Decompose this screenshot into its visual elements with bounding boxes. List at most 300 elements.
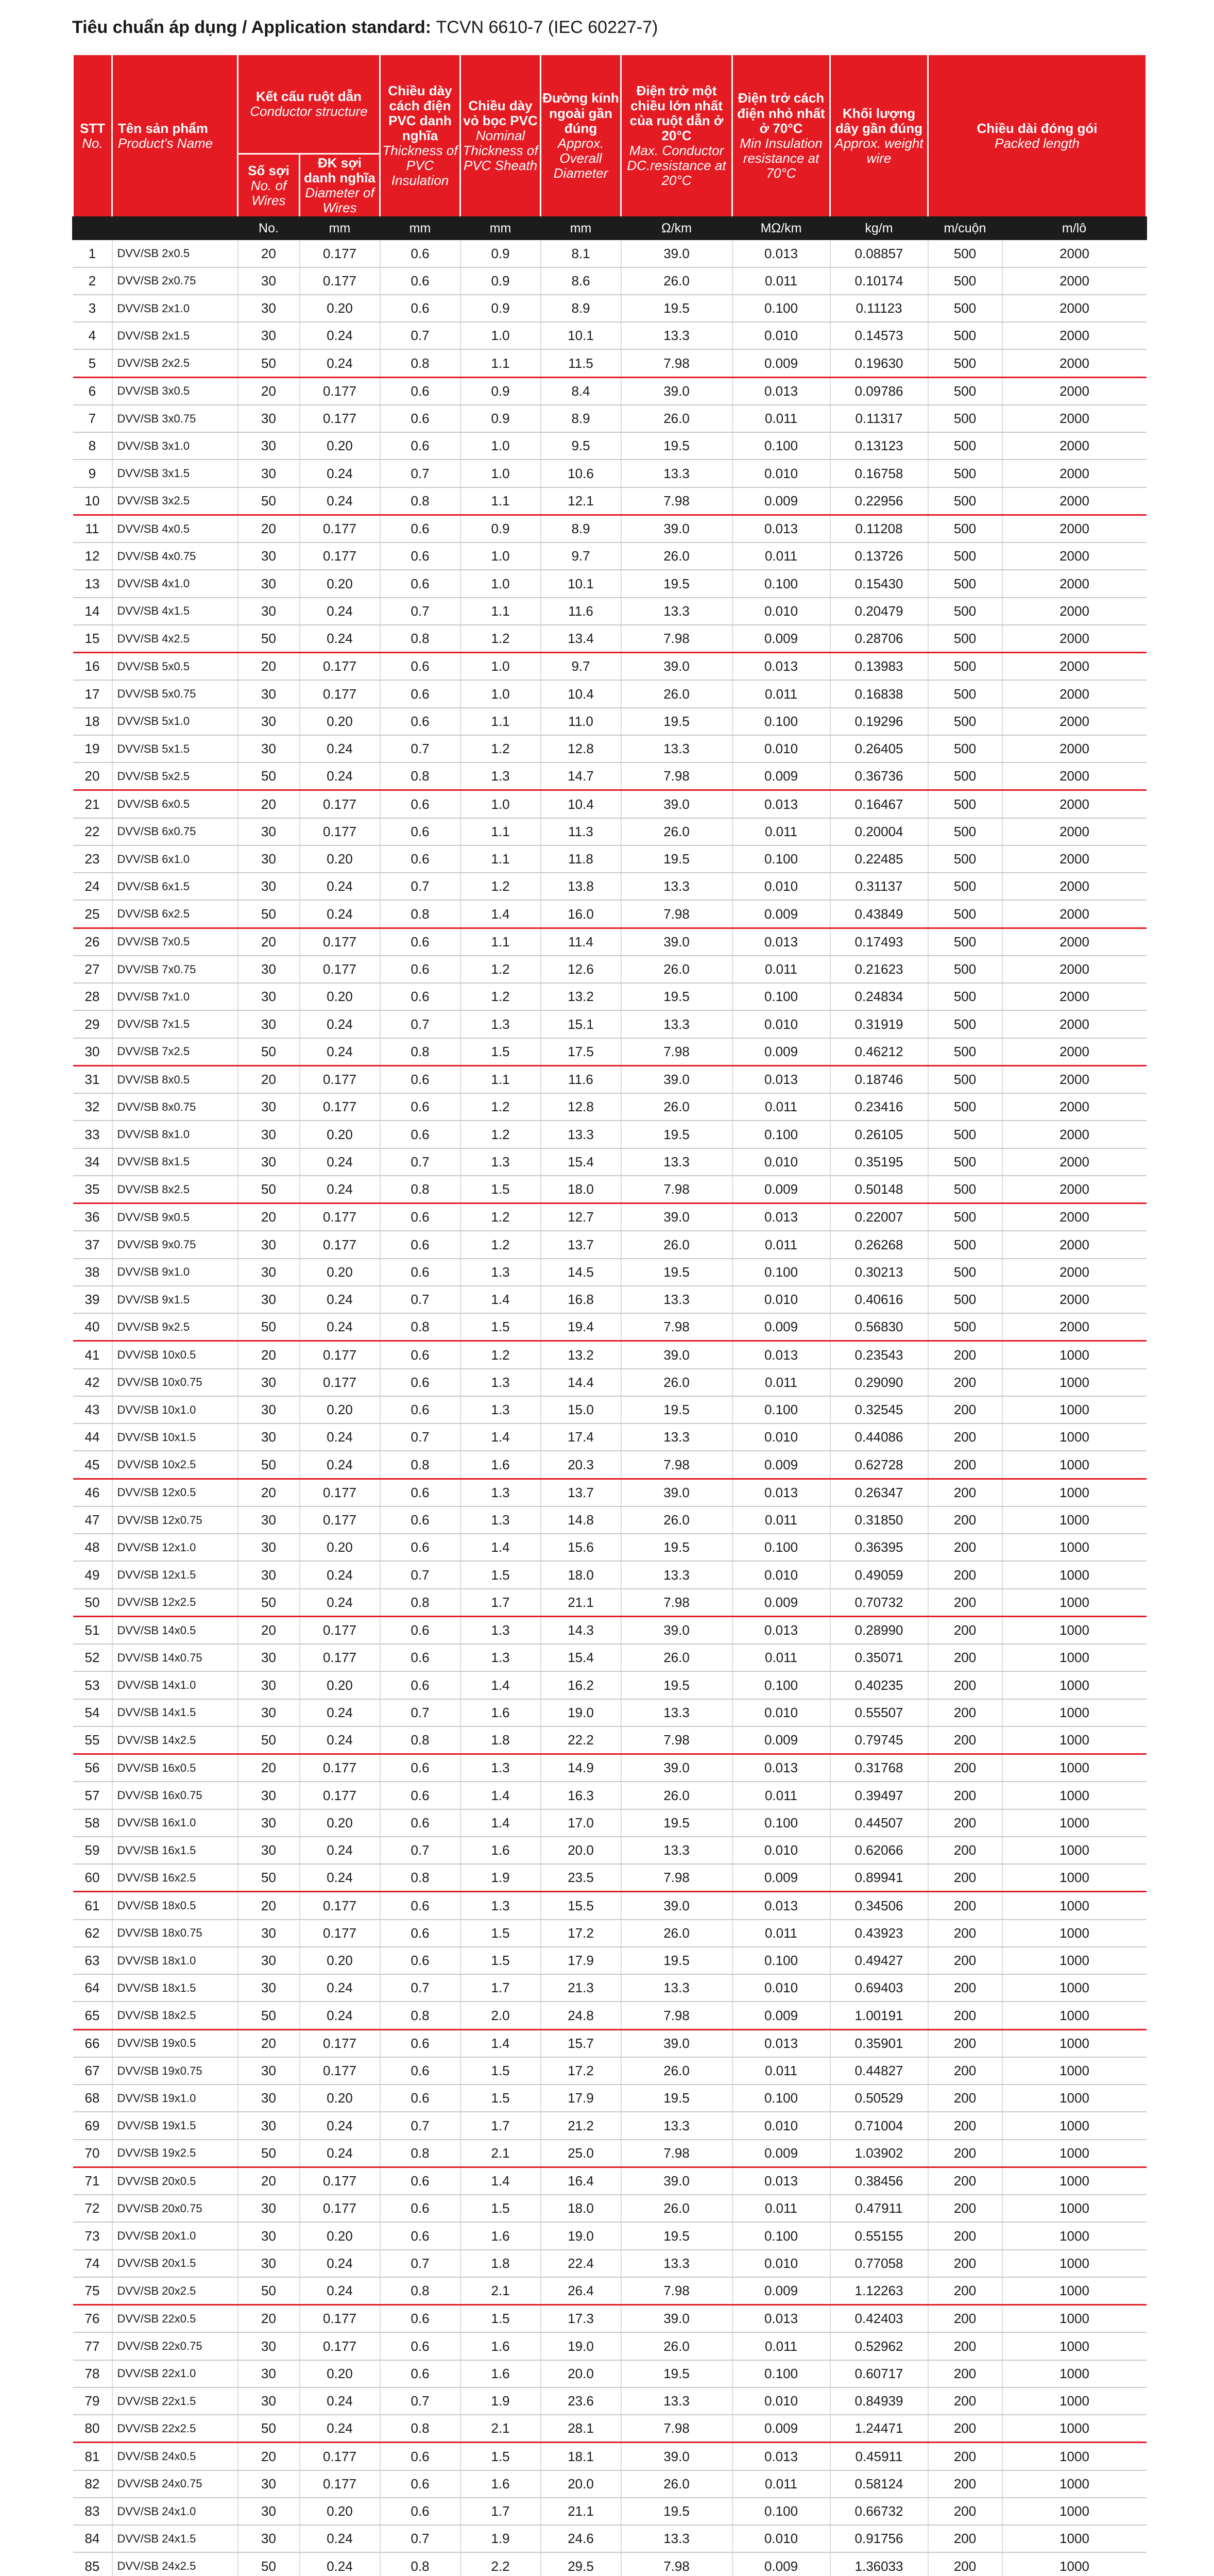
table-cell: 85 xyxy=(73,2552,112,2576)
table-row xyxy=(73,2387,1147,2415)
table-cell: 1000 xyxy=(1002,2552,1147,2576)
table-row xyxy=(73,487,1147,515)
table-cell: 1.1 xyxy=(460,708,541,735)
table-cell: 0.20 xyxy=(300,1809,380,1837)
table-cell: 0.6 xyxy=(380,2443,460,2470)
table-cell: 39.0 xyxy=(621,2029,732,2057)
table-cell: 39.0 xyxy=(621,1204,732,1231)
table-cell: 200 xyxy=(928,1837,1002,1864)
table-cell: 1.6 xyxy=(460,1451,541,1479)
table-cell: 15.6 xyxy=(541,1534,621,1561)
table-cell: 20 xyxy=(238,515,300,543)
table-cell: 20 xyxy=(238,1341,300,1369)
table-cell: 67 xyxy=(73,2057,112,2084)
col-conductor-structure: Kết cấu ruột dẫn Conductor structure xyxy=(238,55,380,154)
table-cell: 500 xyxy=(928,1093,1002,1121)
table-cell: 19.0 xyxy=(541,2222,621,2249)
table-cell: 2000 xyxy=(1002,790,1147,818)
table-cell: 200 xyxy=(928,2360,1002,2387)
table-cell: 0.7 xyxy=(380,598,460,625)
table-cell: 13.3 xyxy=(621,873,732,900)
table-cell: 0.6 xyxy=(380,240,460,267)
table-cell: 20 xyxy=(238,2167,300,2195)
table-cell: 200 xyxy=(928,1974,1002,2002)
table-cell: 0.6 xyxy=(380,2498,460,2525)
table-cell: 0.24 xyxy=(300,1313,380,1341)
table-cell: 2000 xyxy=(1002,928,1147,956)
table-cell: 1.8 xyxy=(460,2250,541,2277)
table-cell: 13.3 xyxy=(621,1561,732,1588)
product-name-cell: DVV/SB 18x0.75 xyxy=(112,1920,238,1947)
unit-cell: MΩ/km xyxy=(732,216,830,240)
table-cell: 0.26105 xyxy=(830,1121,928,1148)
table-cell: 2000 xyxy=(1002,818,1147,845)
table-row xyxy=(73,1204,1147,1231)
table-cell: 0.009 xyxy=(732,625,830,653)
table-cell: 200 xyxy=(928,1561,1002,1588)
table-cell: 2000 xyxy=(1002,1231,1147,1258)
table-cell: 21.1 xyxy=(541,2498,621,2525)
table-row xyxy=(73,2002,1147,2029)
table-cell: 0.100 xyxy=(732,570,830,597)
table-cell: 500 xyxy=(928,570,1002,597)
table-cell: 500 xyxy=(928,322,1002,349)
table-cell: 0.8 xyxy=(380,349,460,377)
table-cell: 0.20004 xyxy=(830,818,928,845)
product-name-cell: DVV/SB 19x0.75 xyxy=(112,2057,238,2084)
table-row xyxy=(73,873,1147,900)
table-cell: 14.5 xyxy=(541,1259,621,1286)
product-name-cell: DVV/SB 16x2.5 xyxy=(112,1864,238,1892)
table-cell: 39.0 xyxy=(621,1341,732,1369)
table-cell: 26.0 xyxy=(621,1506,732,1534)
table-cell: 1.3 xyxy=(460,1892,541,1920)
table-cell: 0.7 xyxy=(380,1974,460,2002)
table-cell: 1.9 xyxy=(460,1864,541,1892)
table-row xyxy=(73,818,1147,845)
table-row xyxy=(73,762,1147,790)
table-cell: 15.4 xyxy=(541,1148,621,1176)
product-name-cell: DVV/SB 19x0.5 xyxy=(112,2029,238,2057)
table-cell: 2000 xyxy=(1002,1259,1147,1286)
table-cell: 19.0 xyxy=(541,2332,621,2360)
table-cell: 1.3 xyxy=(460,1259,541,1286)
table-cell: 19.0 xyxy=(541,1699,621,1726)
table-cell: 17.2 xyxy=(541,2057,621,2084)
table-cell: 19.5 xyxy=(621,845,732,873)
table-cell: 14.7 xyxy=(541,762,621,790)
table-cell: 0.013 xyxy=(732,1341,830,1369)
table-cell: 22 xyxy=(73,818,112,845)
table-cell: 200 xyxy=(928,2443,1002,2470)
table-row xyxy=(73,2552,1147,2576)
table-cell: 50 xyxy=(238,900,300,928)
table-cell: 2000 xyxy=(1002,1286,1147,1313)
table-cell: 500 xyxy=(928,487,1002,515)
table-cell: 0.010 xyxy=(732,2112,830,2139)
table-cell: 0.20 xyxy=(300,983,380,1010)
table-cell: 0.22007 xyxy=(830,1204,928,1231)
table-cell: 7.98 xyxy=(621,1313,732,1341)
table-cell: 30 xyxy=(238,2250,300,2277)
table-cell: 500 xyxy=(928,790,1002,818)
table-cell: 500 xyxy=(928,543,1002,570)
table-cell: 500 xyxy=(928,735,1002,762)
table-cell: 20 xyxy=(238,1065,300,1093)
table-cell: 10 xyxy=(73,487,112,515)
table-cell: 0.6 xyxy=(380,1121,460,1148)
table-cell: 30 xyxy=(238,735,300,762)
table-cell: 39.0 xyxy=(621,2305,732,2333)
table-row xyxy=(73,2305,1147,2333)
table-cell: 19.5 xyxy=(621,2084,732,2112)
table-cell: 0.177 xyxy=(300,1479,380,1506)
product-name-cell: DVV/SB 20x2.5 xyxy=(112,2277,238,2305)
table-cell: 1.5 xyxy=(460,1313,541,1341)
table-cell: 33 xyxy=(73,1121,112,1148)
table-cell: 1000 xyxy=(1002,1699,1147,1726)
product-name-cell: DVV/SB 16x0.5 xyxy=(112,1754,238,1782)
table-cell: 26.0 xyxy=(621,818,732,845)
table-cell: 30 xyxy=(238,708,300,735)
table-cell: 13.3 xyxy=(621,2112,732,2139)
table-cell: 39 xyxy=(73,1286,112,1313)
table-cell: 0.6 xyxy=(380,790,460,818)
col-weight: Khối lượng dây gần đúng Approx. weight wire xyxy=(830,55,928,216)
table-cell: 0.7 xyxy=(380,735,460,762)
table-cell: 1.2 xyxy=(460,1231,541,1258)
table-cell: 7.98 xyxy=(621,2415,732,2443)
table-cell: 1000 xyxy=(1002,2415,1147,2443)
table-cell: 500 xyxy=(928,515,1002,543)
col-stt: STT No. xyxy=(73,55,112,216)
table-cell: 0.6 xyxy=(380,2057,460,2084)
table-cell: 0.36736 xyxy=(830,762,928,790)
table-row xyxy=(73,1616,1147,1644)
table-cell: 19.4 xyxy=(541,1313,621,1341)
table-cell: 0.7 xyxy=(380,322,460,349)
table-row xyxy=(73,1451,1147,1479)
table-cell: 0.8 xyxy=(380,625,460,653)
table-cell: 2000 xyxy=(1002,1313,1147,1341)
table-cell: 7.98 xyxy=(621,762,732,790)
table-cell: 13.3 xyxy=(621,322,732,349)
table-cell: 0.011 xyxy=(732,2057,830,2084)
table-cell: 0.36395 xyxy=(830,1534,928,1561)
product-name-cell: DVV/SB 18x1.0 xyxy=(112,1947,238,1974)
table-cell: 50 xyxy=(238,1038,300,1066)
table-cell: 2000 xyxy=(1002,1010,1147,1038)
table-row xyxy=(73,2332,1147,2360)
table-cell: 30 xyxy=(238,2470,300,2498)
table-cell: 39.0 xyxy=(621,928,732,956)
table-cell: 0.013 xyxy=(732,515,830,543)
table-cell: 1.5 xyxy=(460,2305,541,2333)
product-name-cell: DVV/SB 5x1.5 xyxy=(112,735,238,762)
table-cell: 9.5 xyxy=(541,432,621,460)
unit-cell xyxy=(112,216,238,240)
table-cell: 0.20 xyxy=(300,708,380,735)
product-name-cell: DVV/SB 20x1.5 xyxy=(112,2250,238,2277)
table-cell: 1.3 xyxy=(460,1010,541,1038)
table-row xyxy=(73,1396,1147,1423)
table-cell: 0.44086 xyxy=(830,1423,928,1451)
table-cell: 0.70732 xyxy=(830,1589,928,1617)
table-body xyxy=(73,240,1147,2576)
table-cell: 0.177 xyxy=(300,2470,380,2498)
table-row xyxy=(73,1809,1147,1837)
table-row xyxy=(73,267,1147,295)
table-cell: 500 xyxy=(928,1148,1002,1176)
table-row xyxy=(73,680,1147,707)
table-cell: 1000 xyxy=(1002,1423,1147,1451)
table-cell: 83 xyxy=(73,2498,112,2525)
table-cell: 30 xyxy=(238,1947,300,1974)
table-cell: 70 xyxy=(73,2140,112,2167)
table-cell: 30 xyxy=(238,1809,300,1837)
table-row xyxy=(73,2112,1147,2139)
table-cell: 0.56830 xyxy=(830,1313,928,1341)
product-name-cell: DVV/SB 24x0.5 xyxy=(112,2443,238,2470)
table-cell: 1.4 xyxy=(460,1809,541,1837)
table-cell: 1.1 xyxy=(460,349,541,377)
table-cell: 0.8 xyxy=(380,1176,460,1204)
table-cell: 19.5 xyxy=(621,1396,732,1423)
table-cell: 0.6 xyxy=(380,432,460,460)
table-cell: 77 xyxy=(73,2332,112,2360)
table-cell: 50 xyxy=(238,1176,300,1204)
table-cell: 1000 xyxy=(1002,2443,1147,2470)
table-cell: 2000 xyxy=(1002,295,1147,322)
table-cell: 2000 xyxy=(1002,1176,1147,1204)
unit-cell: No. xyxy=(238,216,300,240)
table-cell: 13.3 xyxy=(541,1121,621,1148)
table-cell: 19 xyxy=(73,735,112,762)
table-cell: 27 xyxy=(73,956,112,983)
table-cell: 0.177 xyxy=(300,1204,380,1231)
table-cell: 0.011 xyxy=(732,1506,830,1534)
table-cell: 0.24 xyxy=(300,1589,380,1617)
table-cell: 39.0 xyxy=(621,1892,732,1920)
table-cell: 1.5 xyxy=(460,2084,541,2112)
table-cell: 30 xyxy=(238,1148,300,1176)
table-cell: 0.177 xyxy=(300,1231,380,1258)
product-name-cell: DVV/SB 5x1.0 xyxy=(112,708,238,735)
table-cell: 1000 xyxy=(1002,2305,1147,2333)
table-cell: 0.24 xyxy=(300,1176,380,1204)
table-cell: 0.6 xyxy=(380,2222,460,2249)
product-name-cell: DVV/SB 8x2.5 xyxy=(112,1176,238,1204)
table-cell: 200 xyxy=(928,2387,1002,2415)
table-cell: 11.3 xyxy=(541,818,621,845)
table-cell: 13.3 xyxy=(621,598,732,625)
table-cell: 0.7 xyxy=(380,1286,460,1313)
table-cell: 0.6 xyxy=(380,1506,460,1534)
table-row xyxy=(73,240,1147,267)
table-cell: 50 xyxy=(238,2140,300,2167)
product-name-cell: DVV/SB 9x2.5 xyxy=(112,1313,238,1341)
table-cell: 0.35071 xyxy=(830,1644,928,1671)
product-name-cell: DVV/SB 4x0.75 xyxy=(112,543,238,570)
table-cell: 500 xyxy=(928,653,1002,681)
product-name-cell: DVV/SB 24x1.0 xyxy=(112,2498,238,2525)
table-cell: 0.17493 xyxy=(830,928,928,956)
table-cell: 13 xyxy=(73,570,112,597)
table-cell: 1.1 xyxy=(460,818,541,845)
table-row xyxy=(73,1093,1147,1121)
table-cell: 30 xyxy=(238,322,300,349)
table-cell: 2000 xyxy=(1002,598,1147,625)
table-cell: 9.7 xyxy=(541,653,621,681)
product-name-cell: DVV/SB 6x0.75 xyxy=(112,818,238,845)
product-name-cell: DVV/SB 10x1.0 xyxy=(112,1396,238,1423)
table-cell: 20.0 xyxy=(541,2360,621,2387)
table-cell: 0.177 xyxy=(300,653,380,681)
table-row xyxy=(73,2084,1147,2112)
table-cell: 0.6 xyxy=(380,1782,460,1809)
table-cell: 17.9 xyxy=(541,1947,621,1974)
table-cell: 0.010 xyxy=(732,598,830,625)
table-cell: 0.009 xyxy=(732,1176,830,1204)
table-cell: 0.13123 xyxy=(830,432,928,460)
table-cell: 0.20 xyxy=(300,1121,380,1148)
table-cell: 40 xyxy=(73,1313,112,1341)
table-cell: 26.0 xyxy=(621,956,732,983)
product-name-cell: DVV/SB 4x1.0 xyxy=(112,570,238,597)
table-cell: 19.5 xyxy=(621,1671,732,1699)
table-cell: 39.0 xyxy=(621,1065,732,1093)
table-cell: 75 xyxy=(73,2277,112,2305)
table-cell: 0.8 xyxy=(380,2002,460,2029)
table-cell: 1000 xyxy=(1002,1506,1147,1534)
table-cell: 1000 xyxy=(1002,1782,1147,1809)
table-cell: 0.6 xyxy=(380,1534,460,1561)
table-cell: 0.35901 xyxy=(830,2029,928,2057)
table-cell: 200 xyxy=(928,2277,1002,2305)
table-cell: 0.6 xyxy=(380,1231,460,1258)
table-cell: 0.100 xyxy=(732,1259,830,1286)
table-cell: 0.011 xyxy=(732,267,830,295)
table-cell: 0.177 xyxy=(300,405,380,432)
table-row xyxy=(73,2057,1147,2084)
table-cell: 17.5 xyxy=(541,1038,621,1066)
table-cell: 39.0 xyxy=(621,1616,732,1644)
table-cell: 200 xyxy=(928,2140,1002,2167)
table-cell: 26.0 xyxy=(621,1782,732,1809)
table-cell: 0.013 xyxy=(732,2029,830,2057)
table-cell: 59 xyxy=(73,1837,112,1864)
table-cell: 2000 xyxy=(1002,267,1147,295)
table-cell: 0.6 xyxy=(380,267,460,295)
table-cell: 19.5 xyxy=(621,1947,732,1974)
table-cell: 0.47911 xyxy=(830,2195,928,2222)
table-cell: 39.0 xyxy=(621,790,732,818)
table-cell: 1000 xyxy=(1002,1671,1147,1699)
table-cell: 0.6 xyxy=(380,1369,460,1396)
table-cell: 1.4 xyxy=(460,2029,541,2057)
table-cell: 20 xyxy=(238,1616,300,1644)
table-cell: 1.5 xyxy=(460,1561,541,1588)
table-cell: 7.98 xyxy=(621,1726,732,1754)
table-cell: 13.3 xyxy=(621,1974,732,2002)
table-cell: 0.24 xyxy=(300,1974,380,2002)
table-cell: 30 xyxy=(238,295,300,322)
table-cell: 48 xyxy=(73,1534,112,1561)
product-name-cell: DVV/SB 12x2.5 xyxy=(112,1589,238,1617)
table-cell: 0.009 xyxy=(732,1313,830,1341)
table-cell: 1.3 xyxy=(460,1479,541,1506)
table-cell: 20 xyxy=(238,2029,300,2057)
table-cell: 7.98 xyxy=(621,1176,732,1204)
table-cell: 50 xyxy=(238,625,300,653)
table-cell: 200 xyxy=(928,1423,1002,1451)
table-cell: 1.4 xyxy=(460,1782,541,1809)
table-cell: 0.16758 xyxy=(830,460,928,487)
table-cell: 35 xyxy=(73,1176,112,1204)
table-cell: 19.5 xyxy=(621,1121,732,1148)
table-cell: 10.1 xyxy=(541,322,621,349)
table-cell: 0.009 xyxy=(732,1589,830,1617)
table-cell: 0.24 xyxy=(300,1561,380,1588)
table-cell: 0.24 xyxy=(300,900,380,928)
table-cell: 1.6 xyxy=(460,1699,541,1726)
table-cell: 8.9 xyxy=(541,515,621,543)
table-cell: 20 xyxy=(238,928,300,956)
table-cell: 0.011 xyxy=(732,680,830,707)
table-cell: 7.98 xyxy=(621,2140,732,2167)
table-cell: 500 xyxy=(928,1259,1002,1286)
table-cell: 1000 xyxy=(1002,1616,1147,1644)
table-row xyxy=(73,1065,1147,1093)
table-cell: 39.0 xyxy=(621,240,732,267)
table-cell: 1.4 xyxy=(460,1423,541,1451)
table-cell: 1000 xyxy=(1002,1947,1147,1974)
table-cell: 1000 xyxy=(1002,2084,1147,2112)
table-cell: 0.42403 xyxy=(830,2305,928,2333)
table-cell: 0.24834 xyxy=(830,983,928,1010)
table-row xyxy=(73,2360,1147,2387)
table-cell: 1.2 xyxy=(460,983,541,1010)
product-name-cell: DVV/SB 22x1.5 xyxy=(112,2387,238,2415)
table-cell: 0.177 xyxy=(300,240,380,267)
table-cell: 39.0 xyxy=(621,2167,732,2195)
table-cell: 0.010 xyxy=(732,460,830,487)
product-name-cell: DVV/SB 19x1.5 xyxy=(112,2112,238,2139)
table-cell: 47 xyxy=(73,1506,112,1534)
unit-cell: mm xyxy=(541,216,621,240)
table-cell: 7.98 xyxy=(621,1864,732,1892)
product-name-cell: DVV/SB 3x0.75 xyxy=(112,405,238,432)
table-cell: 0.20 xyxy=(300,1947,380,1974)
product-name-cell: DVV/SB 12x1.0 xyxy=(112,1534,238,1561)
table-cell: 46 xyxy=(73,1479,112,1506)
table-cell: 0.8 xyxy=(380,1038,460,1066)
table-cell: 0.177 xyxy=(300,790,380,818)
product-name-cell: DVV/SB 12x1.5 xyxy=(112,1561,238,1588)
table-cell: 500 xyxy=(928,873,1002,900)
table-cell: 30 xyxy=(238,1010,300,1038)
table-cell: 30 xyxy=(238,2112,300,2139)
table-cell: 500 xyxy=(928,625,1002,653)
table-cell: 1 xyxy=(73,240,112,267)
table-cell: 24 xyxy=(73,873,112,900)
table-cell: 0.013 xyxy=(732,240,830,267)
table-cell: 0.177 xyxy=(300,377,380,405)
table-cell: 3 xyxy=(73,295,112,322)
table-cell: 0.29090 xyxy=(830,1369,928,1396)
table-cell: 0.010 xyxy=(732,873,830,900)
product-name-cell: DVV/SB 20x0.75 xyxy=(112,2195,238,2222)
